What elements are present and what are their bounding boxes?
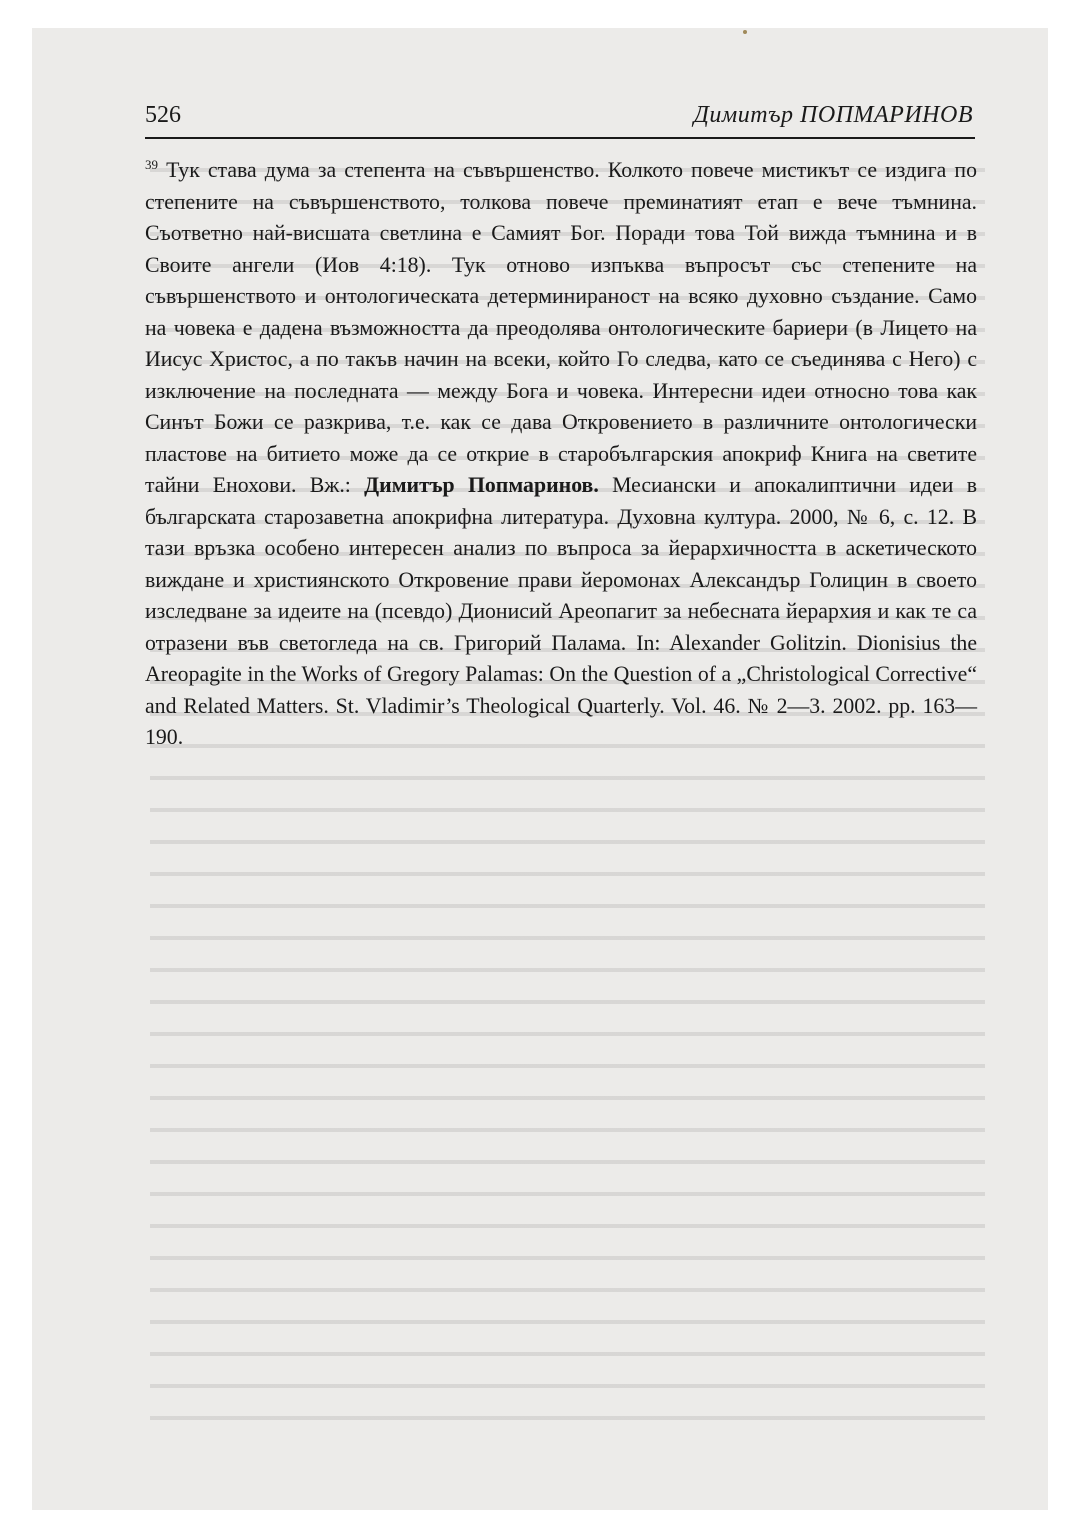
cited-author-bold: Димитър Попмаринов. bbox=[364, 473, 599, 497]
running-header bbox=[145, 100, 973, 136]
paper-speck bbox=[743, 30, 747, 34]
page-number: 526 bbox=[145, 102, 181, 128]
footnote-number: 39 bbox=[145, 157, 158, 172]
author-name: Димитър ПОПМАРИНОВ bbox=[693, 102, 973, 128]
header-rule bbox=[145, 137, 975, 139]
footnote-39 bbox=[145, 155, 977, 754]
footnote-text-part-1: Тук става дума за степента на съвършенство. Колкото повече мистикът се издига по степените на съвършенството, толкова повече преминатият етап е вече тъмнина. Съответно най-висшата светлина е Самият Бог. Поради това Той вижда тъмнина и в Своите ангели (Иов 4:18). Тук отново изпъква въпросът със степените на съвършенството и онтологическата детерминираност на всяко духовно създание. Само на човека е дадена възможността да преодолява онтологическите бариери (в Лицето на Иисус Христос, а по такъв начин на всеки, който Го следва, като се съединява с Него) с изключение на последната — между Бога и човека. Интересни идеи относно това как Синът Божи се разкрива, т.е. как се дава Откровението в различните онтологически пластове на битието може да се открие в старобългарския апокриф Книга на светите тайни Енохови. Вж.: bbox=[145, 158, 977, 497]
footnote-text-part-2: Месиански и апокалиптични идеи в българската старозаветна апокрифна литература. Духовна култура. 2000, № 6, с. 12. В тази връзка особено интересен анализ по въпроса за йерархичността в аскетическото виждане и християнското Откровение прави йеромонах Александър Голицин в своето изследване за идеите на (псевдо) Дионисий Ареопагит за небесната йерархия и как те са отразени във светогледа на св. Григорий Палама. In: Alexander Golitzin. Dionisius the Areopagite in the Works of Gregory Palamas: On the Question of a „Christological Corrective“ and Related Matters. St. Vladimir’s Theological Quarterly. Vol. 46. № 2—3. 2002. pp. 163—190. bbox=[145, 473, 977, 749]
